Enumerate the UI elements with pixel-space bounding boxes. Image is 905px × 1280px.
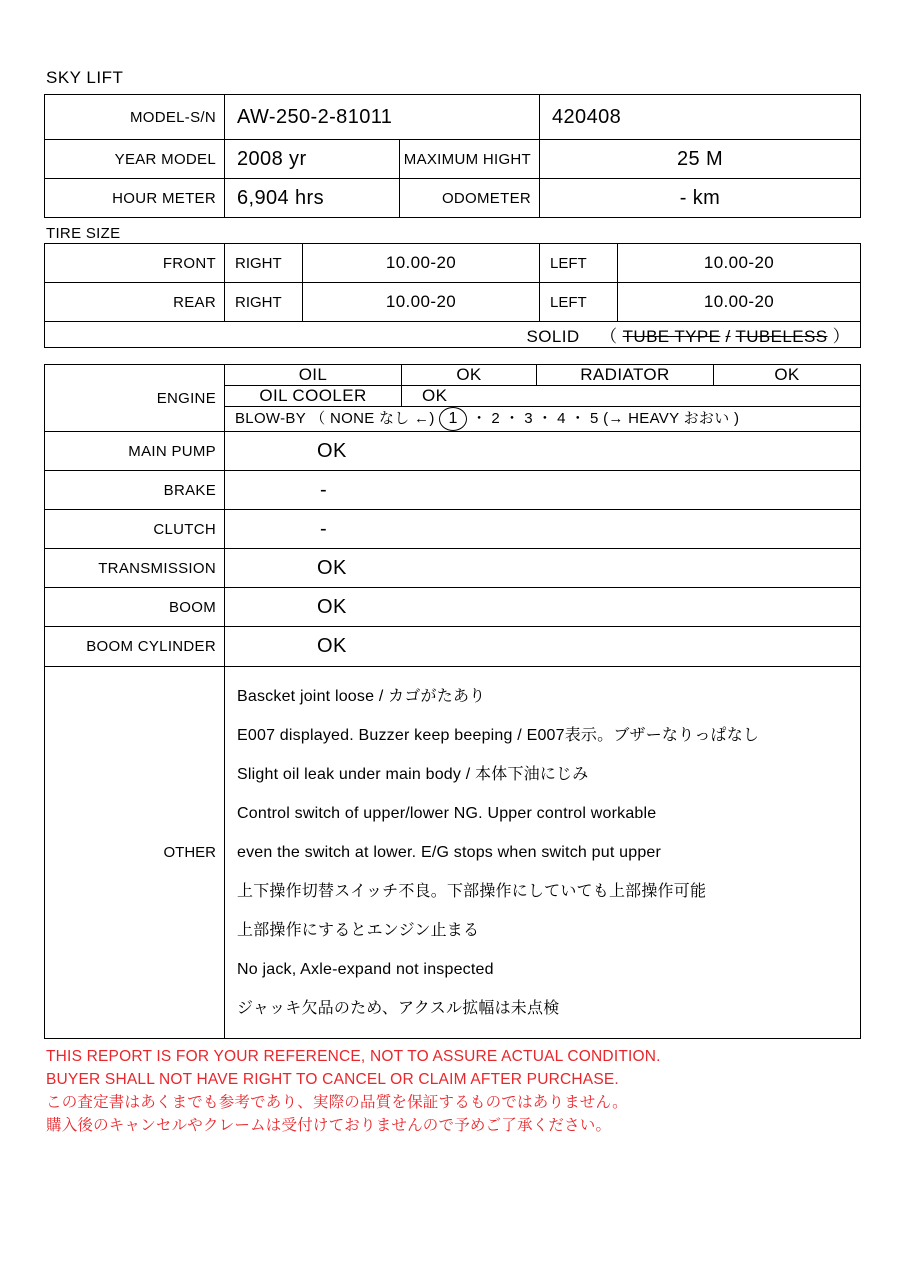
boom-cylinder-value: OK <box>225 627 861 667</box>
brake-label: BRAKE <box>45 471 225 510</box>
blow-by-label: BLOW-BY <box>235 410 306 427</box>
main-pump-value: OK <box>225 432 861 471</box>
model-sn-value: AW-250-2-81011 <box>225 95 540 140</box>
tire-rear-right-value: 10.00-20 <box>303 283 540 322</box>
other-label: OTHER <box>45 667 225 1039</box>
tire-front-left-value: 10.00-20 <box>618 244 861 283</box>
tire-type-option-tube: TUBE TYPE <box>622 327 721 346</box>
table-row <box>45 549 861 588</box>
tire-rear-right-label: RIGHT <box>225 283 303 322</box>
tire-type-separator: / <box>725 327 731 346</box>
list-item: ジャッキ欠品のため、アクスル拡幅は未点検 <box>237 1000 560 1018</box>
transmission-value: OK <box>225 549 861 588</box>
tire-type-open-paren: （ <box>600 327 618 346</box>
boom-value: OK <box>225 588 861 627</box>
tire-rear-label: REAR <box>45 283 225 322</box>
main-pump-label: MAIN PUMP <box>45 432 225 471</box>
boom-cylinder-label: BOOM CYLINDER <box>45 627 225 667</box>
clutch-value: - <box>225 510 861 549</box>
year-model-label: YEAR MODEL <box>45 140 225 179</box>
year-model-value: 2008 yr <box>225 140 400 179</box>
max-height-label: MAXIMUM HIGHT <box>400 140 540 179</box>
disclaimer-line: 購入後のキャンセルやクレームは受付けておりませんので予めご了承ください。 <box>46 1117 612 1135</box>
list-item: 上部操作にするとエンジン止まる <box>237 922 480 940</box>
table-row <box>45 179 861 218</box>
tire-front-left-label: LEFT <box>540 244 618 283</box>
tire-front-right-label: RIGHT <box>225 244 303 283</box>
engine-oil-value: OK <box>402 365 537 386</box>
engine-label: ENGINE <box>45 365 225 432</box>
list-item: Control switch of upper/lower NG. Upper control workable <box>237 805 657 823</box>
page-title: SKY LIFT <box>46 68 124 87</box>
clutch-label: CLUTCH <box>45 510 225 549</box>
boom-label: BOOM <box>45 588 225 627</box>
blow-by-cell <box>225 407 861 432</box>
odometer-label: ODOMETER <box>400 179 540 218</box>
tire-type-selected: SOLID <box>526 327 580 346</box>
other-notes <box>225 667 861 1039</box>
blow-by-selected-level: 1 <box>439 407 467 431</box>
table-row <box>45 322 861 348</box>
hour-meter-label: HOUR METER <box>45 179 225 218</box>
section-spacer <box>44 348 860 364</box>
radiator-label: RADIATOR <box>537 365 714 386</box>
table-row <box>45 244 861 283</box>
list-item: No jack, Axle-expand not inspected <box>237 961 494 979</box>
engine-oil-label: OIL <box>225 365 402 386</box>
list-item: Slight oil leak under main body / 本体下油にじみ <box>237 766 589 784</box>
brake-value: - <box>225 471 861 510</box>
disclaimer-line: この査定書はあくまでも参考であり、実際の品質を保証するものではありません。 <box>46 1094 628 1112</box>
table-row <box>45 588 861 627</box>
hour-meter-value: 6,904 hrs <box>225 179 400 218</box>
disclaimer-line: THIS REPORT IS FOR YOUR REFERENCE, NOT TO ASSURE ACTUAL CONDITION. <box>46 1048 661 1066</box>
header-table <box>44 94 861 218</box>
tire-size-caption: TIRE SIZE <box>46 225 121 242</box>
radiator-value: OK <box>714 365 861 386</box>
table-row <box>45 95 861 140</box>
report-sheet <box>44 68 860 1137</box>
table-row <box>45 471 861 510</box>
disclaimer-line: BUYER SHALL NOT HAVE RIGHT TO CANCEL OR CLAIM AFTER PURCHASE. <box>46 1071 619 1089</box>
blow-by-none-hint: （ NONE なし ←) <box>310 410 435 427</box>
odometer-value: - km <box>540 179 861 218</box>
tire-type-close-paren: ） <box>832 327 850 346</box>
oil-cooler-label: OIL COOLER <box>225 386 402 407</box>
max-height-value: 25 M <box>540 140 861 179</box>
tire-table <box>44 243 861 348</box>
blow-by-heavy-hint: (→ HEAVY おおい ) <box>603 410 740 427</box>
tire-front-right-value: 10.00-20 <box>303 244 540 283</box>
tire-type-cell <box>45 322 861 348</box>
table-row <box>45 432 861 471</box>
tire-front-label: FRONT <box>45 244 225 283</box>
inspection-table <box>44 364 861 1039</box>
list-item: Bascket joint loose / カゴがたあり <box>237 688 486 706</box>
table-row <box>45 510 861 549</box>
list-item: E007 displayed. Buzzer keep beeping / E007表示。ブザーなりっぱなし <box>237 727 760 745</box>
tire-rear-left-value: 10.00-20 <box>618 283 861 322</box>
table-row <box>45 627 861 667</box>
table-row <box>45 283 861 322</box>
list-item: even the switch at lower. E/G stops when switch put upper <box>237 844 662 862</box>
tire-rear-left-label: LEFT <box>540 283 618 322</box>
list-item: 上下操作切替スイッチ不良。下部操作にしていても上部操作可能 <box>237 883 707 901</box>
table-row <box>45 667 861 1039</box>
oil-cooler-value: OK <box>402 386 861 407</box>
blow-by-scale: ・ 2 ・ 3 ・ 4 ・ 5 <box>471 410 599 427</box>
model-sn-label: MODEL-S/N <box>45 95 225 140</box>
transmission-label: TRANSMISSION <box>45 549 225 588</box>
table-row <box>45 140 861 179</box>
disclaimer <box>44 1045 860 1137</box>
serial-value: 420408 <box>540 95 861 140</box>
tire-type-option-tubeless: TUBELESS <box>735 327 828 346</box>
table-row <box>45 365 861 386</box>
